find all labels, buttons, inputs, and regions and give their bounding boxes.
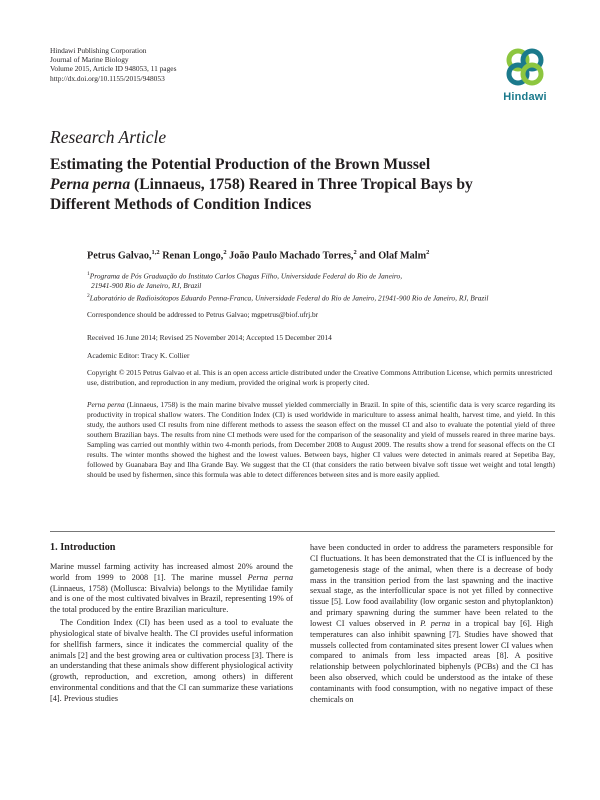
affiliation-1-cont: 21941-900 Rio de Janeiro, RJ, Brazil [91, 281, 202, 291]
species-name: Perna perna [50, 176, 131, 193]
affiliation-1: $^1$Programa de Pós Graduação do Instituto Carlos Chagas Filho, Universidade Federal do Rio de Janeiro, [87, 271, 403, 281]
author-name: and Olaf Malm [356, 250, 427, 262]
paper-title [50, 155, 555, 215]
author-name: João Paulo Machado Torres, [226, 250, 354, 262]
article-type: Research Article [50, 127, 167, 147]
doi-link[interactable]: http://dx.doi.org/10.1155/2015/948053 [50, 73, 165, 83]
hindawi-rings-logo-icon [502, 44, 548, 90]
title-line-1: Estimating the Potential Production of the Brown Mussel [50, 156, 431, 173]
author-affiliation-mark: 1,2 [151, 249, 160, 256]
intro-paragraph-3: have been conducted in order to address the parameters responsible for CI fluctuations. It has been demonstrated that the CI is influenced by the gametogenesis stage of the animal, when there is a decrease of body mass in the transition period from the last spawning and the inactive sexual stage, as the interfollicular space is not yet filled by connective tissue [5]. Low food availability (low organic seston and phytoplankton) and primary spawning during the summer have been related to the lowest CI values observed in P. perna in a tropical bay [6]. High temperatures can also inhibit spawning [7]. Studies have showed that mussels collected from contaminated sites present lower CI values when compared to animals from less impacted areas [8]. A positive relationship between polychlorinated biphenyls (PCBs) and the CI has been also observed, which could be understood as the intake of these contaminants with food consumption, with no negative impact of these chemicals on [310, 543, 553, 704]
journal-name: Journal of Marine Biology [50, 55, 129, 65]
abstract-text: (Linnaeus, 1758) is the main marine bivalve mussel yielded commercially in Brazil. In spite of this, scientific data is very scarce regarding its productivity in tropical shallow waters. The Condition Index (CI) is used worldwide in mariculture to assess animal health, harvest time, and yield. In this study, the authors used CI results from nine different methods to assess the season effect on the mussel CI and also to evaluate the potential yield of three southern Brazilian bays. The results from nine CI methods were used for the comparison of the seasonality and yield of mussels reared in three marine bays. Sampling was carried out monthly within two 4-month periods, from December 2008 to August 2009. The results show a trend for seasonal effects on the CI results. The winter months showed the highest and the lowest values. Between bays, higher CI values were detected in animals reared at Sepetiba Bay, followed by Guanabara Bay and Ilha Grande Bay. We suggest that the CI (that considers the ratio between bivalve soft tissue wet weight and total length) should be used by fishermen, since this formula was able to detect differences between sites and is more easily applied. [87, 400, 555, 479]
title-line-2-rest: (Linnaeus, 1758) Reared in Three Tropical Bays by [130, 176, 473, 193]
academic-editor: Academic Editor: Tracy K. Collier [87, 351, 190, 360]
correspondence: Correspondence should be addressed to Petrus Galvao; mgpetrus@biof.ufrj.br [87, 310, 319, 319]
volume-info: Volume 2015, Article ID 948053, 11 pages [50, 64, 177, 74]
abstract [87, 400, 555, 480]
title-line-3: Different Methods of Condition Indices [50, 196, 312, 213]
article-dates: Received 16 June 2014; Revised 25 November 2014; Accepted 15 December 2014 [87, 333, 332, 342]
hindawi-logo [496, 44, 554, 103]
affiliations [87, 269, 557, 304]
section-divider [50, 531, 555, 532]
logo-text: Hindawi [503, 91, 547, 103]
title-line-2 [50, 175, 555, 195]
author-affiliation-mark: 2 [223, 249, 227, 256]
author-name: Petrus Galvao, [87, 250, 152, 262]
journal-info [50, 46, 176, 83]
body-column-right [310, 543, 553, 706]
publisher: Hindawi Publishing Corporation [50, 46, 147, 55]
author-list [87, 249, 429, 261]
abstract-species: Perna perna [87, 400, 125, 409]
copyright-notice: Copyright © 2015 Petrus Galvao et al. This is an open access article distributed under the Creative Commons Attribution License, which permits unrestricted use, distribution, and reproduction in any medium, provided the original work is properly cited. [87, 368, 553, 387]
author-affiliation-mark: 2 [426, 249, 430, 256]
author-affiliation-mark: 2 [353, 249, 357, 256]
section-heading: 1. Introduction [50, 542, 116, 553]
author-name: Renan Longo, [159, 250, 224, 262]
body-column-left [50, 543, 293, 705]
intro-paragraph-1: Marine mussel farming activity has increased almost 20% around the world from 1999 to 2008 [1]. The marine mussel Perna perna (Linnaeus, 1758) (Mollusca: Bivalvia) belongs to the Mytilidae family and is one of the most cultivated bivalves in Brazil, representing 19% of the total produced by the entire Brazilian mariculture. [50, 561, 293, 615]
intro-paragraph-2: The Condition Index (CI) has been used as a tool to evaluate the physiological state of bivalve health. The CI provides useful information for shellfish farmers, since it indicates the commercial quality of the animals [2] and the best growing area or cultivation process [3]. There is an understanding that these animals show different physiological activity (growth, reproduction, and excretion, among others) in different environmental conditions and that the CI can summarize these variations [4]. Previous studies [50, 618, 293, 703]
affiliation-2: $^2$Laboratório de Radioisótopos Eduardo Penna-Franca, Universidade Federal do Rio de Janeiro, 21941-900 Rio de Janeiro, RJ, Brazil [87, 293, 489, 303]
